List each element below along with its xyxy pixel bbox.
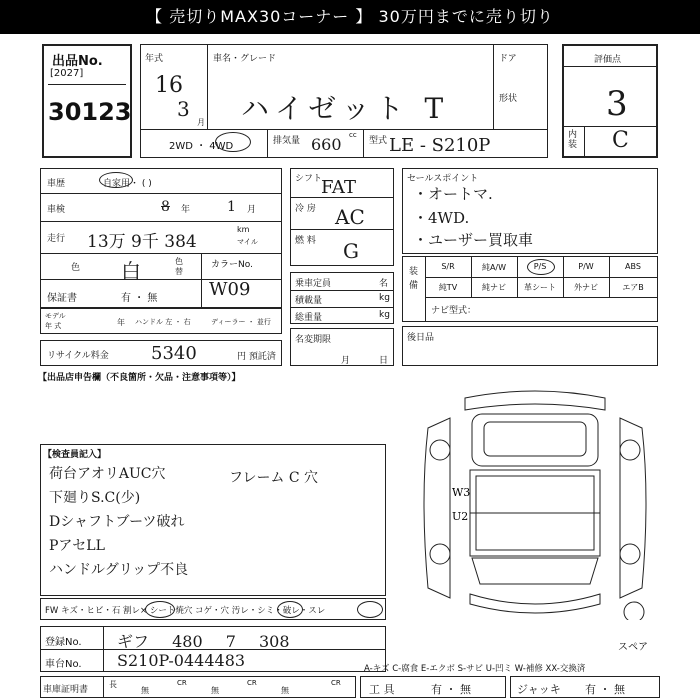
drive-selected-circle — [215, 132, 251, 152]
model-month-suffix: 月 — [197, 118, 205, 127]
warranty-label: 保証書 — [47, 293, 77, 304]
capacity-unit: 名 — [379, 279, 389, 289]
car-diagram — [410, 388, 660, 620]
model-change-box — [40, 308, 282, 334]
interior-value: C — [612, 128, 629, 153]
registration-box — [40, 626, 386, 672]
model-change-year-suffix: 年 — [117, 318, 125, 327]
tools-label: 工 具 — [369, 683, 395, 696]
recycle-unit: 円 預託済 — [237, 352, 276, 362]
cert-cell-7: CR — [331, 679, 341, 687]
color-code-value: W09 — [209, 279, 251, 300]
history-value: 自家用・ ( ) — [103, 179, 152, 189]
deadline-box — [290, 328, 394, 366]
defect-circle-stain — [277, 601, 303, 618]
aircon-label: 冷 房 — [295, 204, 316, 214]
deadline-day-suffix: 日 — [379, 356, 389, 366]
cert-box — [40, 676, 356, 698]
sales-point-line-2: ・4WD. — [413, 209, 470, 227]
model-code-label: 型式 — [369, 136, 388, 146]
cert-cell-3: CR — [177, 679, 187, 687]
rating-box — [562, 44, 658, 158]
banner: 【 売切りMAX30コーナー 】 30万円までに売り切り — [0, 0, 700, 34]
inspection-year: 8 — [161, 199, 170, 215]
capacity-label: 乗車定員 — [295, 279, 332, 289]
model-change-handle: ハンドル 左 ・ 右 — [135, 318, 191, 326]
sales-point-line-1: ・オートマ. — [413, 185, 493, 203]
shift-label: シフト — [295, 174, 323, 184]
legend-codes: A-キズ C-腐食 E-エクボ S-サビ U-凹ミ W-補修 XX-交換済 — [364, 664, 586, 674]
color-value: 白 — [121, 259, 141, 283]
model-year-label: 年式 — [145, 54, 164, 64]
shift-value: FAT — [321, 177, 356, 198]
tools-box — [360, 676, 506, 698]
equip-pw: P/W — [578, 262, 594, 271]
cert-cell-2: 無 — [141, 686, 149, 695]
equip-tv: 純TV — [438, 283, 458, 292]
spare-label: スペア — [618, 642, 648, 653]
model-change-label1: モデル — [45, 312, 66, 320]
seller-notes-label: 【出品店申告欄（不良箇所・欠品・注意事項等）】 — [38, 373, 241, 383]
cert-cell-4: 無 — [211, 686, 219, 695]
car-info-box — [140, 44, 548, 158]
equip-leather: 革シート — [524, 283, 556, 292]
equip-ext-navi: 外ナビ — [574, 283, 598, 292]
equip-ps-selected-circle — [527, 259, 555, 275]
retrofit-box — [402, 326, 658, 366]
diagram-mark-w3: W3 — [452, 486, 471, 499]
equip-ps: P/S — [533, 262, 547, 271]
inspector-side-note: フレーム C 穴 — [229, 470, 319, 486]
diagram-mark-u2: U2 — [452, 510, 469, 523]
registration-label: 登録No. — [45, 637, 82, 648]
sales-point-box — [402, 168, 658, 254]
retrofit-label: 後日品 — [407, 333, 435, 343]
door-label: ドア — [499, 54, 517, 64]
chassis-value: S210P-0444483 — [117, 651, 246, 670]
lot-box — [42, 44, 132, 158]
chassis-label: 車台No. — [45, 659, 82, 670]
inspection-month: 1 — [227, 199, 236, 215]
rating-score: 3 — [606, 84, 628, 124]
inspector-note-1: 荷台アオリAUC穴 — [49, 466, 166, 482]
load-label: 積載量 — [295, 296, 323, 306]
jack-box — [510, 676, 660, 698]
car-name-label: 車名・グレード — [213, 54, 277, 64]
drive-label: 2WD ・ 4WD — [169, 141, 234, 152]
vehicle-detail-box — [40, 168, 282, 308]
model-month-value: 3 — [177, 97, 190, 121]
recycle-label: リサイクル料金 — [47, 351, 109, 361]
cert-cell-6: 無 — [281, 686, 289, 695]
lot-number: 30123 — [48, 98, 132, 126]
defect-circle-stone — [145, 601, 175, 618]
equipment-label: 装備 — [409, 267, 419, 291]
history-selected-circle — [99, 172, 133, 188]
color-label: 色 — [71, 263, 81, 273]
displacement-label: 排気量 — [273, 136, 301, 146]
color-code-label: カラーNo. — [211, 260, 253, 270]
defect-legend: FW キズ・ヒビ・石 割レ× シート焼穴 コゲ・穴 汚レ・シミ・破レ・スレ — [45, 606, 326, 616]
aircon-value: AC — [335, 205, 365, 229]
equip-navi: 純ナビ — [482, 283, 506, 292]
mileage-unit-km: km — [237, 225, 250, 234]
equip-sr: S/R — [441, 262, 455, 271]
body-shape-label: 形状 — [499, 94, 518, 104]
registration-value: ギフ 480 7 308 — [117, 632, 290, 651]
inspection-label: 車検 — [47, 205, 66, 215]
mileage-value: 13万 9千 384 — [87, 232, 197, 252]
jack-value: 有 ・ 無 — [585, 683, 625, 696]
recycle-box — [40, 340, 282, 366]
cert-cell-5: CR — [247, 679, 257, 687]
fuel-value: G — [343, 239, 359, 263]
rating-label: 評価点 — [594, 55, 622, 65]
sales-point-label: セールスポイント — [407, 174, 479, 184]
inspection-year-suffix: 年 — [181, 205, 191, 215]
inspector-note-2: 下廻りS.C(少) — [49, 490, 141, 506]
gross-weight-unit: kg — [379, 310, 390, 320]
cert-label: 車庫証明書 — [43, 685, 89, 695]
displacement-value: 660 — [311, 135, 342, 154]
deadline-label: 名変期限 — [295, 335, 332, 345]
inspector-note-3: Dシャフトブーツ破れ — [49, 514, 185, 530]
model-code-value: LE - S210P — [389, 135, 491, 156]
equipment-box — [402, 256, 658, 322]
load-unit: kg — [379, 293, 390, 303]
defect-circle-scuff — [357, 601, 383, 618]
inspector-box — [40, 444, 386, 596]
inspector-note-4: PアセLL — [49, 538, 105, 554]
model-change-label2: 年 式 — [45, 322, 62, 330]
tools-value: 有 ・ 無 — [431, 683, 471, 696]
inspection-month-suffix: 月 — [247, 205, 257, 215]
jack-label: ジャッキ — [517, 683, 561, 696]
interior-label: 内装 — [568, 130, 578, 150]
defect-legend-box — [40, 598, 386, 620]
gross-weight-label: 総重量 — [295, 313, 323, 323]
fuel-label: 燃 料 — [295, 236, 316, 246]
color-change-label: 色替 — [175, 257, 183, 276]
equip-airbag: エアB — [622, 283, 644, 292]
inspector-label: 【検査員記入】 — [43, 450, 107, 460]
inspector-note-5: ハンドルグリップ不良 — [49, 562, 189, 578]
sales-point-line-3: ・ユーザー買取車 — [413, 231, 534, 249]
cert-cell-1: 長 — [109, 680, 117, 689]
recycle-value: 5340 — [151, 343, 197, 364]
car-name-value: ハイゼット T — [241, 92, 450, 125]
spec-box — [290, 168, 394, 266]
history-label: 車歴 — [47, 179, 66, 189]
warranty-value: 有 ・ 無 — [121, 293, 158, 304]
mileage-unit-mile: マイル — [237, 238, 258, 246]
equip-abs: ABS — [625, 262, 641, 271]
model-change-dealer: ディーラー ・ 並行 — [211, 318, 271, 326]
mileage-label: 走行 — [47, 234, 66, 244]
deadline-month-suffix: 月 — [341, 356, 351, 366]
navi-type-label: ナビ型式： — [431, 306, 477, 316]
lot-year-tag: [2027] — [50, 68, 84, 79]
model-year-value: 16 — [155, 73, 183, 98]
lot-label: 出品No. — [52, 54, 103, 69]
weight-box — [290, 272, 394, 324]
equip-aw: 純A/W — [481, 263, 507, 272]
displacement-unit: cc — [349, 131, 357, 139]
